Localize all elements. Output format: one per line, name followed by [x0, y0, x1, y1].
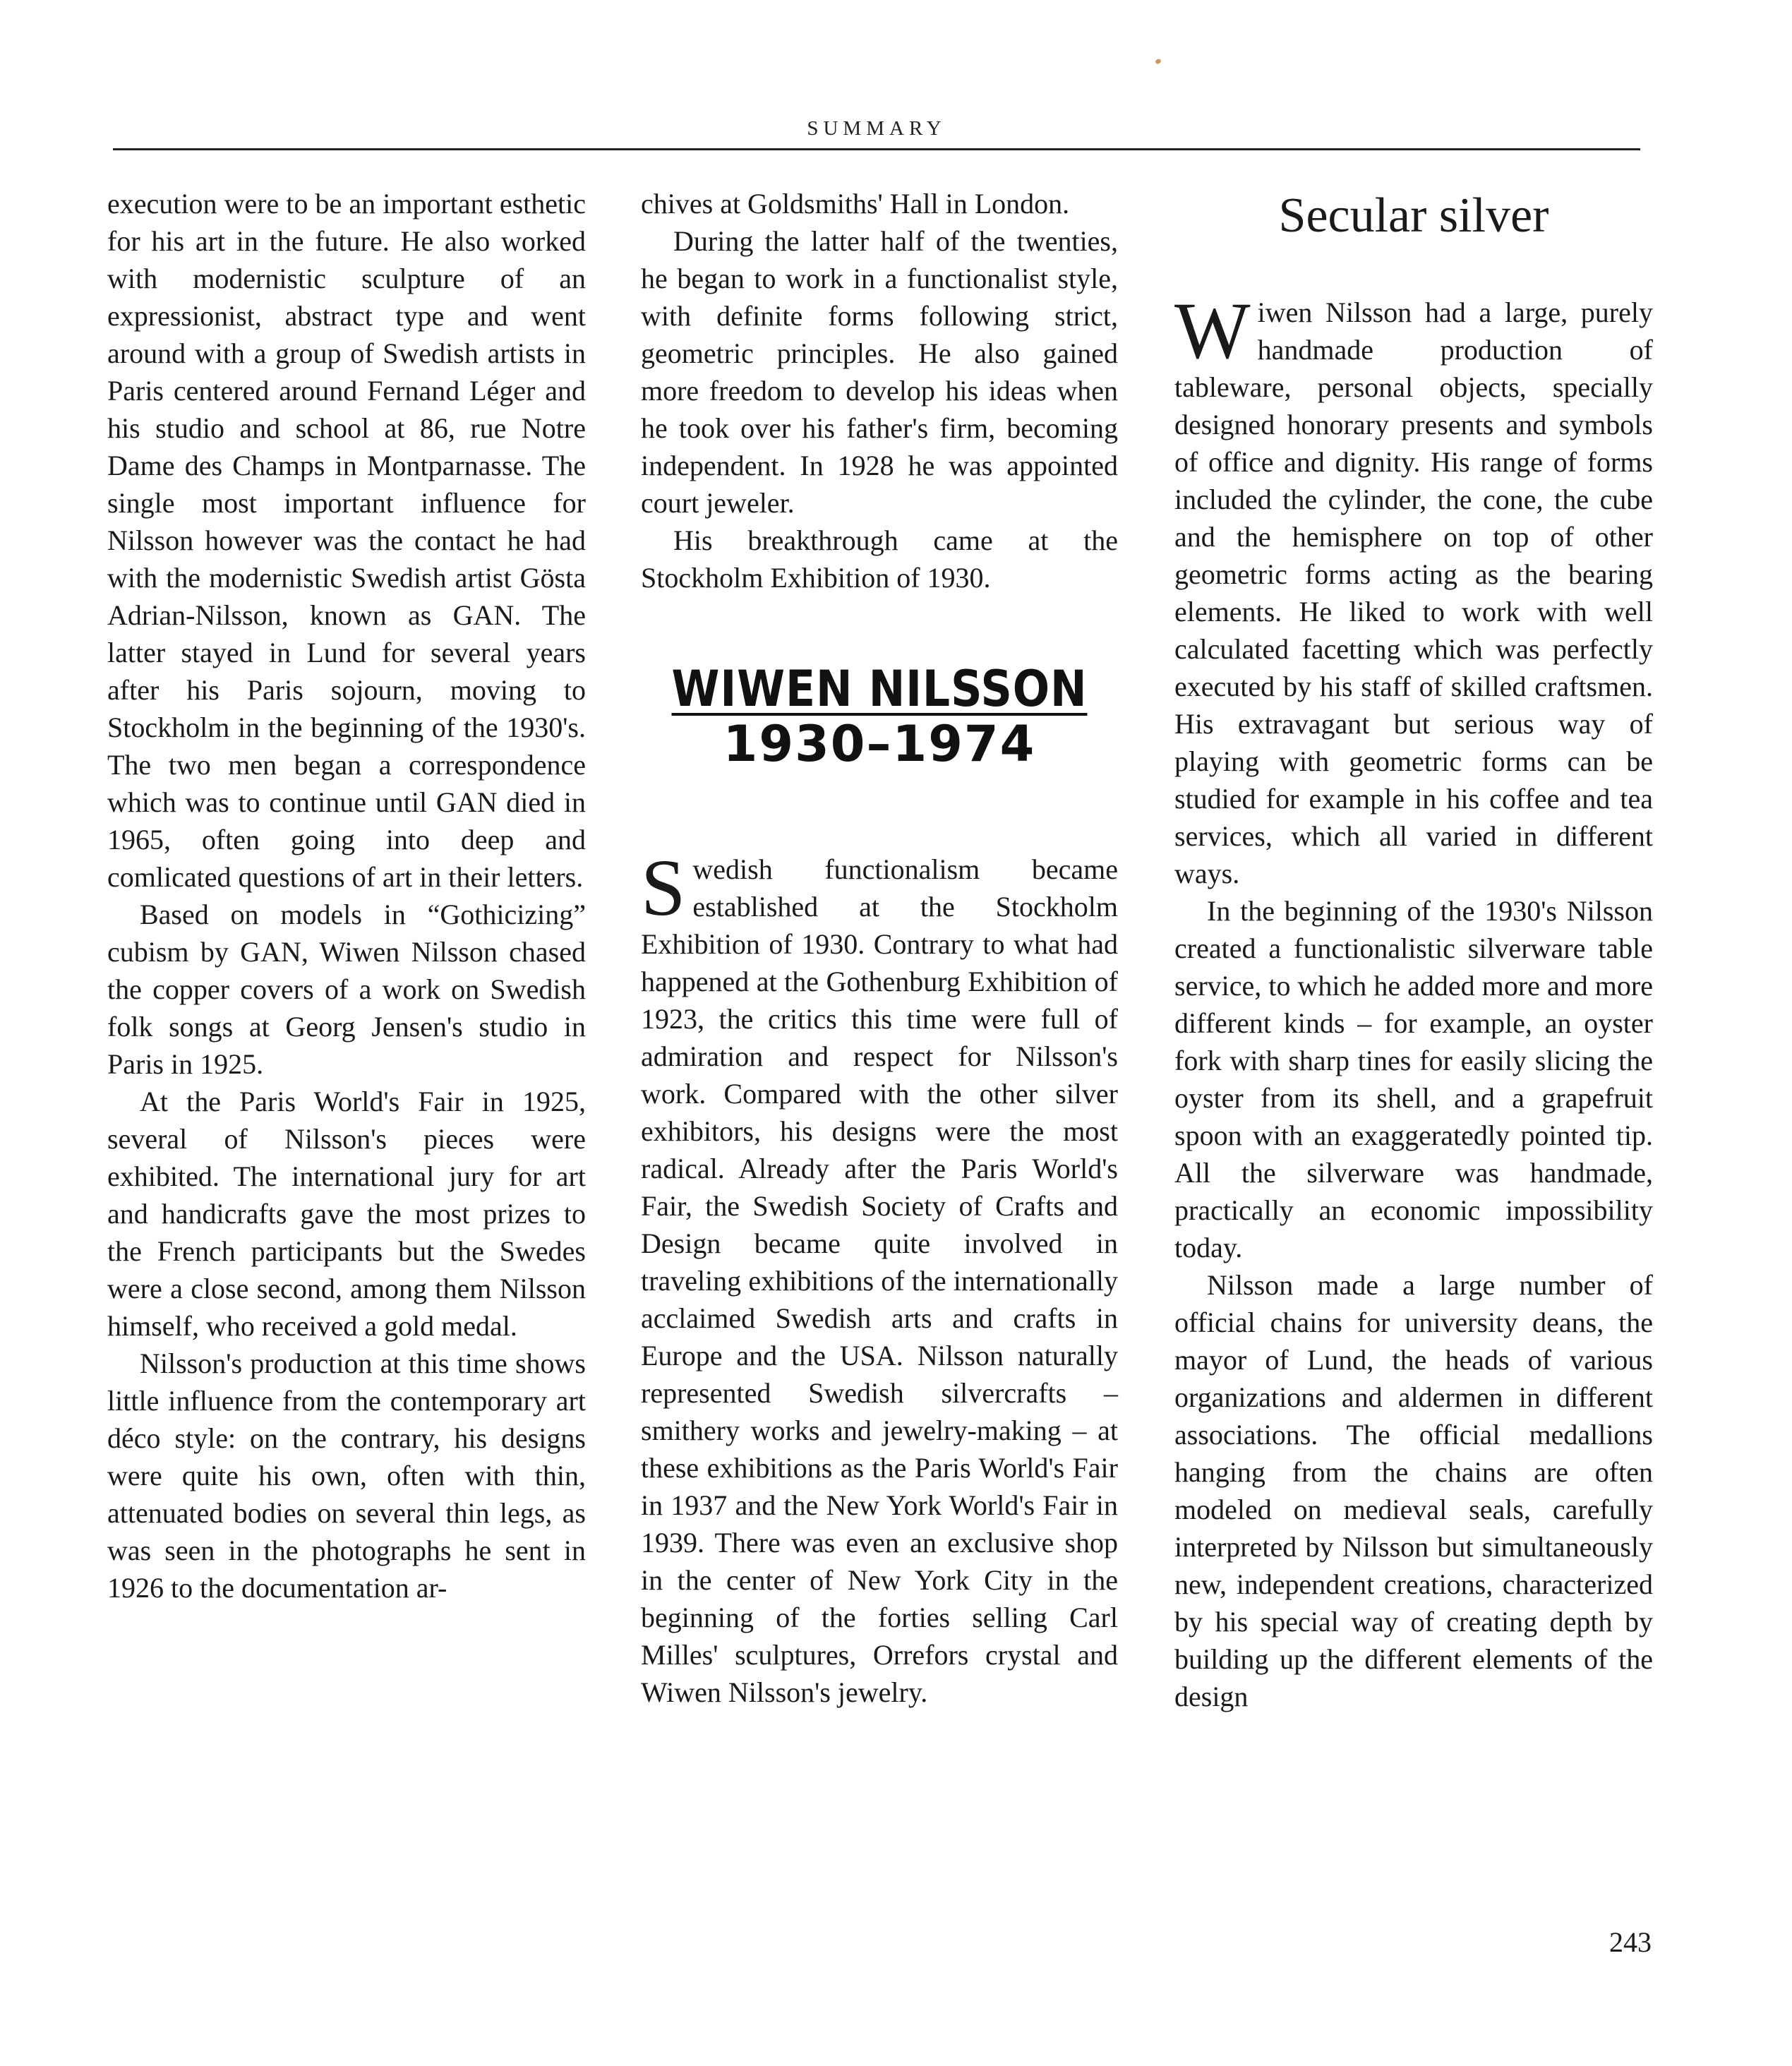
left-paragraph-2: Based on models in “Gothicizing” cubism by GAN, Wiwen Nilsson chased the copper covers of a work on Swedish folk songs at Georg Jensen's studio in Paris in 1925.	[107, 899, 586, 1080]
middle-paragraph-3: His breakthrough came at the Stockholm Exhibition of 1930.	[641, 524, 1118, 594]
left-paragraph-3: At the Paris World's Fair in 1925, several of Nilsson's pieces were exhibited. The international jury for art and handicrafts gave the most prizes to the French participants but the Swedes were a close second, among them Nilsson himself, who received a gold medal.	[107, 1086, 586, 1342]
middle-paragraph-1: chives at Goldsmiths' Hall in London.	[641, 188, 1070, 220]
left-column	[107, 185, 586, 1606]
right-paragraph-1	[1174, 286, 1653, 892]
middle-paragraph-4-text: wedish functionalism became established at the Stockholm Exhibition of 1930. Contrary to what had happened at the Gothenburg Exhibition of 1923, the critics this time were full of admiration and respect for Nilsson's work. Compared with the other silver exhibitors, his designs were the most radical. Already after the Paris World's Fair, the Swedish Society of Crafts and Design became quite involved in traveling exhibitions of the internationally acclaimed Swedish arts and crafts in Europe and the USA. Nilsson naturally represented Swedish silvercrafts – smithery works and jewelry-making – at these exhibitions as the Paris World's Fair in 1937 and the New York World's Fair in 1939. There was even an exclusive shop in the center of New York City in the beginning of the forties selling Carl Milles' sculptures, Orrefors crystal and Wiwen Nilsson's jewelry.	[641, 853, 1118, 1708]
left-paragraph-4: Nilsson's production at this time shows little influence from the contemporary art déco style: on the contrary, his designs were quite his own, often with thin, attenuated bodies on several thin legs, as was seen in the photographs he sent in 1926 to the documentation ar-	[107, 1347, 586, 1604]
left-paragraph-1: execution were to be an important esthetic for his art in the future. He also worked with modernistic sculpture of an expressionist, abstract type and went around with a group of Swedish artists in Paris centered around Fernand Léger and his studio and school at 86, rue Notre Dame des Champs in Montparnasse. The single most important influence for Nilsson however was the contact he had with the modernistic Swedish artist Gösta Adrian-Nilsson, known as GAN. The latter stayed in Lund for several years after his Paris sojourn, moving to Stockholm in the beginning of the 1930's. The two men began a correspondence which was to continue until GAN died in 1965, often going into deep and comlicated questions of art in their letters.	[107, 188, 586, 893]
chapter-title-years: 1930–1974	[723, 715, 1036, 773]
header-rule	[113, 148, 1640, 150]
chapter-title	[641, 661, 1118, 771]
drop-cap: W	[1174, 286, 1251, 376]
middle-paragraph-2: During the latter half of the twenties, he began to work in a functionalist style, with definite forms following strict, geometric principles. He also gained more freedom to develop his ideas when he took over his father's firm, becoming independent. In 1928 he was appointed court jeweler.	[641, 225, 1118, 519]
page-number: 243	[1609, 1926, 1652, 1958]
middle-paragraph-4	[641, 843, 1118, 1711]
paper-speck	[1155, 58, 1162, 64]
running-head: SUMMARY	[807, 117, 946, 140]
drop-cap: S	[641, 843, 686, 932]
right-column	[1174, 185, 1653, 1715]
right-paragraph-3: Nilsson made a large number of official chains for university deans, the mayor of Lund, the heads of various organizations and aldermen in different associations. The official medallions hanging from the chains are often modeled on medieval seals, carefully interpreted by Nilsson but simultaneously new, independent creations, characterized by his special way of creating depth by building up the different elements of the design	[1174, 1269, 1653, 1712]
right-paragraph-2: In the beginning of the 1930's Nilsson created a functionalistic silverware table service, to which he added more and more different kinds – for example, an oyster fork with sharp tines for easily slicing the oyster from its shell, and a grapefruit spoon with an exaggeratedly pointed tip. All the silverware was handmade, practically an economic impossibility today.	[1174, 895, 1653, 1263]
section-title: Secular silver	[1278, 188, 1549, 243]
middle-column	[641, 185, 1118, 1711]
chapter-spacer	[641, 771, 1118, 851]
right-paragraph-1-text: iwen Nilsson had a large, purely handmade production of tableware, personal objects, specially designed honorary presents and symbols of office and dignity. His range of forms included the cylinder, the cone, the cube and the hemisphere on top of other geometric forms acting as the bearing elements. He liked to work with well calculated facetting which was perfectly executed by his staff of skilled craftsmen. His extravagant but serious way of playing with geometric forms can be studied for example in his coffee and tea services, which all varied in different ways.	[1174, 296, 1653, 889]
chapter-title-name: WIWEN NILSSON	[671, 660, 1088, 718]
